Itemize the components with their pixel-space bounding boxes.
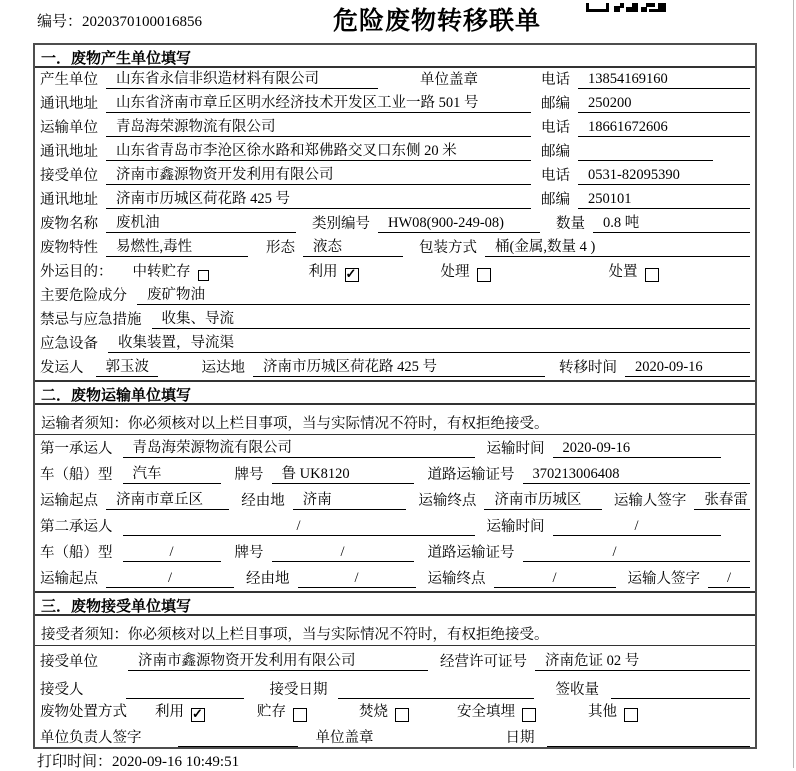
plate2-value: / [272,544,414,562]
characteristics-label: 废物特性 [40,240,98,256]
receiver-value: 济南市鑫源物资开发利用有限公司 [106,163,531,185]
section2-notice: 运输者须知：你必须核对以上栏目事项，当与实际情况不符时，有权拒绝接受。 [35,405,755,435]
section1-header: 一．废物产生单位填写 [35,45,755,68]
origin2-row [35,565,755,591]
receiver-unit-value: 济南市鑫源物资开发利用有限公司 [128,649,428,671]
zip3-label: 邮编 [541,192,570,208]
print-time-label: 打印时间： [37,754,113,770]
section3-header: 三．废物接受单位填写 [35,591,755,616]
address2-label: 通讯地址 [40,144,98,160]
checkbox-icon [645,268,659,282]
transporter-value: 青岛海荣源物流有限公司 [106,115,531,137]
section3-notice: 接受者须知：你必须核对以上栏目事项，当与实际情况不符时，有权拒绝接受。 [35,616,755,646]
category-value: HW08(900-249-08) [378,215,540,233]
equipment-value: 收集装置，导流渠 [108,331,750,353]
time1-label: 运输时间 [486,441,545,457]
phone2-label: 电话 [541,120,570,136]
hazard-value: 废矿物油 [137,283,750,305]
quantity-label: 数量 [556,216,585,232]
disposal-row [35,702,755,724]
purpose-option-label: 中转贮存 [132,264,191,280]
origin1-label: 运输起点 [40,493,98,509]
quantity-value: 0.8 吨 [593,211,750,233]
waste-name-row [35,212,755,236]
carrier1-label: 第一承运人 [40,441,113,457]
disposal-option-label: 其他 [588,704,617,720]
time2-label: 运输时间 [486,519,545,535]
hazard-label: 主要危险成分 [40,288,127,304]
packaging-value: 桶(金属,数量 4 ) [485,235,750,257]
disposal-option-label: 贮存 [257,704,286,720]
checkbox-checked-icon [191,708,205,722]
vehicle1-label: 车（船）型 [40,467,113,483]
seal-label: 单位盖章 [420,72,478,88]
print-time-value: 2020-09-16 10:49:51 [112,754,240,770]
qr-code-fragment [586,0,666,17]
address3-value: 济南市历城区荷花路 425 号 [106,187,531,209]
date-value [547,746,751,747]
purpose-option-utilize [309,260,359,281]
vehicle2-row [35,539,755,565]
address2-row [35,140,755,164]
via2-label: 经由地 [246,571,290,587]
serial-number [37,10,202,31]
license2-value: / [523,544,751,562]
receiver-label: 接受单位 [40,168,98,184]
phone2-value: 18661672606 [578,119,750,137]
destination-label: 运达地 [201,360,245,376]
receive-date-value [338,698,534,699]
serial-label: 编号： [37,14,83,30]
address1-label: 通讯地址 [40,96,98,112]
checkbox-icon [293,708,307,722]
responsible-sign-value [178,746,298,747]
phone1-label: 电话 [541,72,570,88]
precautions-label: 禁忌与应急措施 [40,312,142,328]
permit-label: 经营许可证号 [440,654,527,670]
origin2-label: 运输起点 [40,571,98,587]
end2-label: 运输终点 [427,571,486,587]
end1-label: 运输终点 [418,493,477,509]
form-state-label: 形态 [266,240,295,256]
origin1-row [35,487,755,513]
received-qty-value [611,698,750,699]
via1-label: 经由地 [241,493,285,509]
vehicle1-row [35,461,755,487]
shipper-row [35,356,755,380]
transfer-form-table [33,43,757,749]
checkbox-icon [477,268,491,282]
transporter-row [35,116,755,140]
disposal-option-label: 安全填埋 [457,704,515,720]
permit-value: 济南危证 02 号 [535,649,750,671]
receive-date-label: 接受日期 [269,682,328,698]
page-right-edge [793,0,794,768]
hazard-row [35,284,755,308]
receiver-unit-row [35,646,755,674]
time2-value: / [553,518,721,536]
equipment-label: 应急设备 [40,336,98,352]
page-title: 危险废物转移联单 [333,8,542,35]
end2-value: / [494,570,616,588]
section2-header: 二．废物运输单位填写 [35,380,755,405]
zip2-value [578,160,713,161]
recipient-value [126,698,244,699]
zip1-value: 250200 [578,95,750,113]
serial-value: 2020370100016856 [82,14,203,30]
purpose-option-dispose [609,260,659,281]
time1-value: 2020-09-16 [553,440,721,458]
zip1-label: 邮编 [541,96,570,112]
address1-row [35,92,755,116]
waste-name-value: 废机油 [106,211,296,233]
responsible-sign-row [35,724,755,750]
transporter-label: 运输单位 [40,120,98,136]
origin2-value: / [106,570,234,588]
precautions-value: 收集、导流 [152,307,751,329]
precautions-row [35,308,755,332]
end1-value: 济南市历城区 [484,488,601,510]
recipient-label: 接受人 [40,682,84,698]
checkbox-icon [624,708,638,722]
plate1-value: 鲁 UK8120 [272,462,414,484]
purpose-option-label: 处理 [440,264,470,280]
shipper-value: 郭玉波 [96,355,158,377]
vehicle2-value: / [123,544,221,562]
purpose-option-label: 利用 [308,264,338,280]
transfer-time-value: 2020-09-16 [625,359,750,377]
plate2-label: 牌号 [234,545,264,561]
purpose-label: 外运目的： [40,264,113,280]
disposal-option-incinerate [359,700,409,721]
via1-value: 济南 [293,488,407,510]
carrier2-row [35,513,755,539]
producer-label: 产生单位 [40,72,98,88]
responsible-sign-label: 单位负责人签字 [40,730,142,746]
address3-label: 通讯地址 [40,192,98,208]
sign1-label: 运输人签字 [613,493,687,509]
carrier1-row [35,435,755,461]
transfer-time-label: 转移时间 [559,360,617,376]
receiver-row [35,164,755,188]
checkbox-icon [395,708,409,722]
disposal-option-label: 利用 [155,704,184,720]
category-label: 类别编号 [312,216,370,232]
destination-value: 济南市历城区荷花路 425 号 [253,355,545,377]
date-label: 日期 [505,730,535,746]
disposal-option-label: 焚烧 [359,704,388,720]
form-state-value: 液态 [303,235,403,257]
recipient-row [35,674,755,702]
unit-seal-label: 单位盖章 [315,730,374,746]
checkbox-icon [198,270,209,281]
disposal-label: 废物处置方式 [40,704,127,720]
sign2-value: / [708,570,750,588]
purpose-option-transfer-storage [133,260,209,281]
license1-value: 370213006408 [523,466,751,484]
sign1-value: 张春雷 [694,488,750,510]
shipper-label: 发运人 [40,360,84,376]
characteristics-value: 易燃性,毒性 [106,235,248,257]
address1-value: 山东省济南市章丘区明水经济技术开发区工业一路 501 号 [106,91,531,113]
plate1-label: 牌号 [234,467,264,483]
purpose-option-label: 处置 [608,264,638,280]
packaging-label: 包装方式 [419,240,477,256]
disposal-option-landfill [457,700,536,721]
zip3-value: 250101 [578,191,750,209]
waste-name-label: 废物名称 [40,216,98,232]
disposal-option-utilize [155,700,205,721]
producer-value: 山东省永信非织造材料有限公司 [106,67,378,89]
origin1-value: 济南市章丘区 [106,488,229,510]
zip2-label: 邮编 [541,144,570,160]
checkbox-checked-icon [345,268,359,282]
license1-label: 道路运输证号 [427,467,515,483]
address3-row [35,188,755,212]
phone3-label: 电话 [541,168,570,184]
checkbox-icon [522,708,536,722]
phone1-value: 13854169160 [578,71,750,89]
disposal-option-other [588,700,638,721]
purpose-row [35,260,755,284]
address2-value: 山东省青岛市李沧区徐水路和郑佛路交叉口东侧 20 米 [106,139,531,161]
receiver-unit-label: 接受单位 [40,654,98,670]
disposal-option-store [257,700,307,721]
carrier2-label: 第二承运人 [40,519,113,535]
carrier1-value: 青岛海荣源物流有限公司 [123,436,475,458]
characteristics-row [35,236,755,260]
equipment-row [35,332,755,356]
phone3-value: 0531-82095390 [578,167,750,185]
sign2-label: 运输人签字 [627,571,700,587]
received-qty-label: 签收量 [555,682,599,698]
via2-value: / [298,570,416,588]
producer-row [35,68,755,92]
vehicle1-value: 汽车 [123,462,221,484]
vehicle2-label: 车（船）型 [40,545,113,561]
license2-label: 道路运输证号 [427,545,515,561]
carrier2-value: / [123,518,475,536]
purpose-option-treat [441,260,491,281]
